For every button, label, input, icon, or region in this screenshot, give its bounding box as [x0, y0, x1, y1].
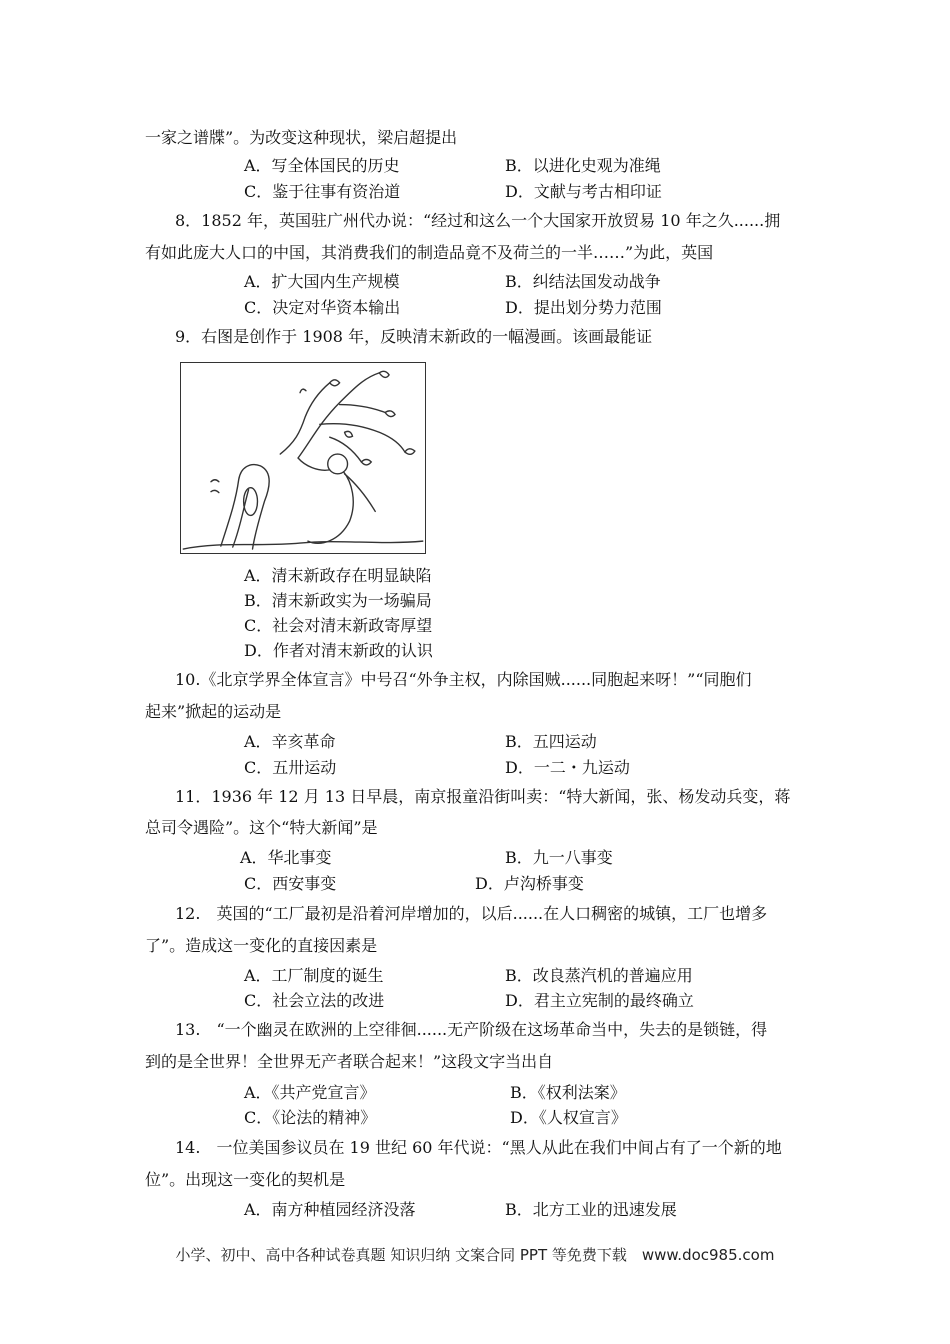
q9-option-c[interactable]: C．社会对清末新政寄厚望: [244, 616, 433, 635]
man-queue: [345, 474, 376, 512]
q7-option-a[interactable]: A．写全体国民的历史: [244, 156, 400, 175]
branch-2: [280, 383, 329, 454]
q13-option-c[interactable]: C．《论法的精神》: [244, 1108, 377, 1127]
leaf: [405, 449, 415, 454]
q9-option-b[interactable]: B．清末新政实为一场骗局: [244, 591, 432, 610]
man-arm: [298, 458, 330, 470]
q12-option-c[interactable]: C．社会立法的改进: [244, 991, 385, 1010]
q8-option-d[interactable]: D．提出划分势力范围: [505, 298, 662, 317]
q12-option-d[interactable]: D．君主立宪制的最终确立: [505, 991, 694, 1010]
branch-main: [298, 373, 379, 458]
q14-option-a[interactable]: A．南方种植园经济没落: [244, 1200, 416, 1219]
page-footer[interactable]: 小学、初中、高中各种试卷真题 知识归纳 文案合同 PPT 等免费下载 www.doc985.com: [175, 1246, 775, 1264]
leaf: [385, 411, 395, 417]
q7-option-d[interactable]: D．文献与考古相印证: [505, 182, 662, 201]
q9-option-a[interactable]: A．清末新政存在明显缺陷: [244, 566, 432, 585]
q11-stem-line2: 总司令遇险”。这个“特大新闻”是: [145, 818, 378, 837]
branch-4: [340, 405, 386, 413]
q7-stem-end: 一家之谱牒”。为改变这种现状，梁启超提出: [145, 128, 458, 147]
q11-option-b[interactable]: B．九一八事变: [505, 848, 613, 867]
q12-stem-line2: 了”。造成这一变化的直接因素是: [145, 936, 378, 955]
q9-cartoon-figure: [180, 362, 426, 554]
q11-option-c[interactable]: C．西安事变: [244, 874, 337, 893]
q10-option-b[interactable]: B．五四运动: [505, 732, 597, 751]
leaf: [361, 459, 371, 464]
q10-option-a[interactable]: A．辛亥革命: [244, 732, 336, 751]
q8-option-b[interactable]: B．纠结法国发动战争: [505, 272, 661, 291]
man-body: [308, 472, 353, 543]
q14-stem-line2: 位”。出现这一变化的契机是: [145, 1170, 346, 1189]
leaf: [379, 371, 389, 377]
q14-option-b[interactable]: B．北方工业的迅速发展: [505, 1200, 677, 1219]
q14-stem-line1: 14. 一位美国参议员在 19 世纪 60 年代说：“黑人从此在我们中间占有了一个新的地: [175, 1138, 782, 1157]
q13-stem-line2: 到的是全世界！全世界无产者联合起来！”这段文字当出自: [145, 1052, 554, 1071]
q12-stem-line1: 12. 英国的“工厂最初是沿着河岸增加的，以后......在人口稠密的城镇，工厂也增多: [175, 904, 768, 923]
q7-option-b[interactable]: B．以进化史观为准绳: [505, 156, 661, 175]
q13-option-b[interactable]: B．《权利法案》: [510, 1083, 626, 1102]
cartoon-drawing: [181, 363, 425, 553]
q7-option-c[interactable]: C．鉴于往事有资治道: [244, 182, 401, 201]
q11-stem-line1: 11．1936 年 12 月 13 日早晨，南京报童沿街叫卖：“特大新闻，张、杨发动兵变，蒋: [175, 787, 791, 806]
q8-option-a[interactable]: A．扩大国内生产规模: [244, 272, 400, 291]
q8-stem-line2: 有如此庞大人口的中国，其消费我们的制造品竟不及荷兰的一半……”为此，英国: [145, 243, 714, 262]
q10-stem-line1: 10.《北京学界全体宣言》中号召“外争主权，内除国贼......同胞起来呀！”“同胞们: [175, 670, 752, 689]
q13-stem-line1: 13. “一个幽灵在欧洲的上空徘徊......无产阶级在这场革命当中，失去的是锁链，得: [175, 1020, 768, 1039]
sketch-mark: [211, 480, 219, 493]
q12-option-b[interactable]: B．改良蒸汽机的普遍应用: [505, 966, 693, 985]
q10-option-c[interactable]: C．五卅运动: [244, 758, 337, 777]
leaf: [345, 431, 353, 437]
q9-option-d[interactable]: D．作者对清末新政的认识: [244, 641, 433, 660]
q11-option-a[interactable]: A．华北事变: [240, 848, 332, 867]
q10-option-d[interactable]: D．一二・九运动: [505, 758, 630, 777]
q13-option-d[interactable]: D．《人权宣言》: [510, 1108, 627, 1127]
q11-option-d[interactable]: D．卢沟桥事变: [475, 874, 584, 893]
leaf: [330, 380, 340, 386]
sketch-mark: [300, 389, 306, 393]
q9-stem-line1: 9．右图是创作于 1908 年，反映清末新政的一幅漫画。该画最能证: [175, 327, 653, 346]
q12-option-a[interactable]: A．工厂制度的诞生: [244, 966, 384, 985]
man-head: [328, 454, 348, 474]
trunk-line: [221, 465, 269, 549]
ground-line: [183, 541, 422, 549]
q10-stem-line2: 起来”掀起的运动是: [145, 702, 282, 721]
q13-option-a[interactable]: A．《共产党宣言》: [244, 1083, 376, 1102]
q8-option-c[interactable]: C．决定对华资本输出: [244, 298, 401, 317]
q8-stem-line1: 8．1852 年，英国驻广州代办说：“经过和这么一个大国家开放贸易 10 年之久......拥: [175, 211, 781, 230]
